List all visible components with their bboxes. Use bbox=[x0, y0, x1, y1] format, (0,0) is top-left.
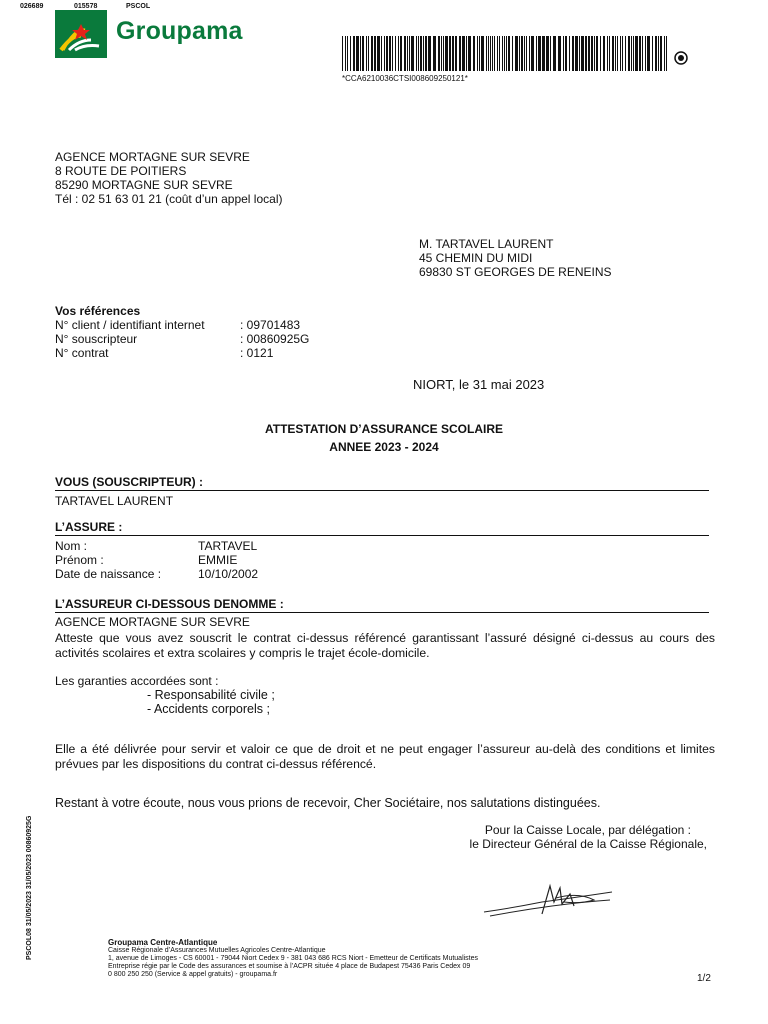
barcode-bar bbox=[504, 36, 505, 71]
barcode-bar bbox=[581, 36, 584, 71]
guarantees-list bbox=[147, 688, 275, 716]
groupama-logo-icon bbox=[55, 10, 107, 58]
barcode-bar bbox=[550, 36, 551, 71]
barcode-bar bbox=[508, 36, 510, 71]
barcode-bar bbox=[628, 36, 630, 71]
barcode-bar bbox=[374, 36, 376, 71]
barcode-bar bbox=[418, 36, 419, 71]
barcode-bar bbox=[600, 36, 601, 71]
barcode-bar bbox=[371, 36, 373, 71]
barcode-bar bbox=[615, 36, 616, 71]
barcode-bar bbox=[452, 36, 454, 71]
barcode-bar bbox=[521, 36, 523, 71]
footer-line-1: Caisse Régionale d’Assurances Mutuelles Agricoles Centre-Atlantique bbox=[108, 947, 326, 954]
barcode-bar bbox=[620, 36, 621, 71]
barcode-bar bbox=[389, 36, 391, 71]
insured-value-firstname: EMMIE bbox=[198, 553, 238, 567]
footer-company: Groupama Centre-Atlantique bbox=[108, 938, 218, 947]
barcode-bar bbox=[575, 36, 578, 71]
footer bbox=[108, 939, 478, 979]
ref-label-client: N° client / identifiant internet bbox=[55, 318, 205, 332]
barcode-bar bbox=[529, 36, 530, 71]
barcode-bar bbox=[420, 36, 422, 71]
page-number: 1/2 bbox=[697, 973, 711, 984]
header-code-3: PSCOL bbox=[126, 3, 151, 10]
document-title: ATTESTATION D’ASSURANCE SCOLAIRE bbox=[264, 422, 503, 436]
insured-label-birthdate: Date de naissance : bbox=[55, 567, 162, 581]
barcode-bar bbox=[428, 36, 431, 71]
barcode-bar bbox=[658, 36, 659, 71]
side-reference-text: PSCOL08 31/05/2023 31/05/2023 00860925G bbox=[26, 815, 33, 960]
header-code-2: 015578 bbox=[74, 3, 98, 10]
barcode-bar bbox=[350, 36, 351, 71]
barcode-bar bbox=[386, 36, 388, 71]
barcode-bar bbox=[477, 36, 478, 71]
barcode-bar bbox=[499, 36, 500, 71]
insured-value-birthdate: 10/10/2002 bbox=[198, 567, 259, 581]
document-year: ANNEE 2023 - 2024 bbox=[329, 440, 439, 454]
barcode-bar bbox=[512, 36, 513, 71]
barcode-bar bbox=[398, 36, 399, 71]
barcode-bar bbox=[558, 36, 561, 71]
barcode-text: *CCA6210036CTSI008609250121* bbox=[342, 74, 468, 83]
barcode-bar bbox=[411, 36, 414, 71]
guarantee-item: - Responsabilité civile ; bbox=[147, 688, 275, 702]
barcode-bar bbox=[531, 36, 534, 71]
target-icon bbox=[674, 51, 688, 65]
subscriber-name: TARTAVEL LAURENT bbox=[55, 494, 174, 508]
barcode-bar bbox=[441, 36, 442, 71]
barcode-bar bbox=[519, 36, 520, 71]
barcode-bar bbox=[635, 36, 638, 71]
barcode-bar bbox=[438, 36, 440, 71]
barcode-bar bbox=[655, 36, 657, 71]
ref-value-contract: : 0121 bbox=[240, 346, 274, 360]
insured-label-firstname: Prénom : bbox=[55, 553, 104, 567]
barcode-bar bbox=[362, 36, 364, 71]
ref-value-subscriber: : 00860925G bbox=[240, 332, 310, 346]
signature-icon bbox=[482, 880, 617, 920]
barcode-bar bbox=[400, 36, 402, 71]
footer-line-2: 1, avenue de Limoges - CS 60001 - 79044 Niort Cedex 9 - 381 043 686 RCS Niort - Emetteur de Certificats Mutualistes bbox=[108, 955, 479, 962]
barcode-bar bbox=[666, 36, 667, 71]
barcode-bar bbox=[492, 36, 493, 71]
barcode-bar bbox=[347, 36, 348, 71]
barcode-bar bbox=[603, 36, 605, 71]
barcode-bar bbox=[647, 36, 650, 71]
barcode-bar bbox=[473, 36, 475, 71]
barcode-bar bbox=[631, 36, 632, 71]
barcode-bar bbox=[392, 36, 393, 71]
barcode-bar bbox=[443, 36, 444, 71]
barcode-bar bbox=[588, 36, 590, 71]
insurer-heading: L’ASSUREUR CI-DESSOUS DENOMME : bbox=[55, 597, 709, 613]
barcode-bar bbox=[538, 36, 541, 71]
barcode-bar bbox=[488, 36, 489, 71]
insurer-name: AGENCE MORTAGNE SUR SEVRE bbox=[55, 615, 250, 629]
barcode-bar bbox=[633, 36, 634, 71]
place-date: NIORT, le 31 mai 2023 bbox=[413, 377, 545, 392]
barcode-bar bbox=[546, 36, 549, 71]
barcode-bar bbox=[407, 36, 408, 71]
barcode-bar bbox=[660, 36, 662, 71]
closing-text: Restant à votre écoute, nous vous prions de recevoir, Cher Sociétaire, nos salutations distinguées. bbox=[55, 796, 601, 810]
agency-city: 85290 MORTAGNE SUR SEVRE bbox=[55, 178, 233, 192]
guarantees-intro: Les garanties accordées sont : bbox=[55, 674, 219, 688]
barcode-bar bbox=[404, 36, 406, 71]
barcode-bar bbox=[591, 36, 593, 71]
barcode-bar bbox=[466, 36, 467, 71]
recipient-street: 45 CHEMIN DU MIDI bbox=[419, 251, 533, 265]
barcode-bar bbox=[462, 36, 465, 71]
barcode-bar bbox=[572, 36, 574, 71]
validity-paragraph: Elle a été délivrée pour servir et valoir ce que de droit et ne peut engager l’assureur au-delà des conditions et limites prévues par les dispositions du contrat ci-dessus référencé. bbox=[55, 742, 715, 771]
barcode bbox=[342, 36, 667, 71]
barcode-bar bbox=[569, 36, 570, 71]
references-title: Vos références bbox=[55, 304, 141, 318]
barcode-bar bbox=[342, 36, 343, 71]
recipient-address bbox=[419, 237, 612, 279]
barcode-bar bbox=[515, 36, 518, 71]
barcode-bar bbox=[479, 36, 480, 71]
signoff-line-1: Pour la Caisse Locale, par délégation : bbox=[484, 823, 691, 837]
barcode-bar bbox=[563, 36, 564, 71]
barcode-bar bbox=[612, 36, 614, 71]
barcode-bar bbox=[459, 36, 461, 71]
barcode-bar bbox=[565, 36, 567, 71]
guarantee-item: - Accidents corporels ; bbox=[147, 702, 270, 716]
barcode-bar bbox=[353, 36, 355, 71]
barcode-bar bbox=[506, 36, 507, 71]
subscriber-heading: VOUS (SOUSCRIPTEUR) : bbox=[55, 475, 709, 491]
barcode-bar bbox=[585, 36, 587, 71]
barcode-bar bbox=[360, 36, 361, 71]
insured-label-lastname: Nom : bbox=[55, 539, 88, 553]
barcode-bar bbox=[356, 36, 359, 71]
ref-label-subscriber: N° souscripteur bbox=[55, 332, 138, 346]
insured-labels bbox=[55, 539, 161, 581]
barcode-bar bbox=[607, 36, 608, 71]
barcode-bar bbox=[381, 36, 382, 71]
references-values bbox=[240, 318, 309, 360]
agency-phone: Tél : 02 51 63 01 21 (coût d’un appel local) bbox=[55, 192, 283, 206]
footer-line-3: Entreprise régie par le Code des assurances et soumise à l’ACPR située 4 place de Budapest 75436 Paris Cedex 09 bbox=[108, 963, 471, 970]
barcode-bar bbox=[494, 36, 495, 71]
references-labels bbox=[55, 318, 205, 360]
signoff-line-2: le Directeur Général de la Caisse Régionale, bbox=[469, 837, 707, 851]
ref-label-contract: N° contrat bbox=[55, 346, 109, 360]
barcode-bar bbox=[416, 36, 417, 71]
barcode-bar bbox=[433, 36, 436, 71]
barcode-bar bbox=[345, 36, 346, 71]
signoff bbox=[380, 823, 707, 851]
barcode-bar bbox=[497, 36, 498, 71]
ref-value-client: : 09701483 bbox=[240, 318, 301, 332]
barcode-bar bbox=[609, 36, 610, 71]
barcode-bar bbox=[524, 36, 525, 71]
header-code-1: 026689 bbox=[20, 3, 44, 10]
footer-line-4: 0 800 250 250 (Service & appel gratuits) - groupama.fr bbox=[108, 971, 278, 978]
barcode-bar bbox=[455, 36, 457, 71]
agency-name: AGENCE MORTAGNE SUR SEVRE bbox=[55, 150, 250, 164]
barcode-bar bbox=[486, 36, 487, 71]
barcode-bar bbox=[368, 36, 369, 71]
barcode-bar bbox=[526, 36, 527, 71]
barcode-bar bbox=[596, 36, 598, 71]
barcode-bar bbox=[395, 36, 396, 71]
barcode-bar bbox=[425, 36, 427, 71]
barcode-bar bbox=[481, 36, 484, 71]
insured-values bbox=[198, 539, 258, 581]
barcode-bar bbox=[639, 36, 641, 71]
barcode-bar bbox=[652, 36, 653, 71]
barcode-bar bbox=[645, 36, 646, 71]
barcode-bar bbox=[490, 36, 491, 71]
barcode-bar bbox=[553, 36, 556, 71]
barcode-bar bbox=[536, 36, 537, 71]
barcode-bar bbox=[642, 36, 643, 71]
insured-value-lastname: TARTAVEL bbox=[198, 539, 258, 553]
barcode-bar bbox=[384, 36, 385, 71]
barcode-bar bbox=[622, 36, 623, 71]
barcode-bar bbox=[409, 36, 410, 71]
barcode-bar bbox=[617, 36, 618, 71]
brand-name: Groupama bbox=[116, 17, 243, 45]
barcode-bar bbox=[445, 36, 448, 71]
barcode-bar bbox=[664, 36, 665, 71]
barcode-bar bbox=[423, 36, 424, 71]
recipient-city: 69830 ST GEORGES DE RENEINS bbox=[419, 265, 612, 279]
barcode-bar bbox=[449, 36, 451, 71]
attestation-paragraph: Atteste que vous avez souscrit le contrat ci-dessus référencé garantissant l’assuré désigné ci-dessus au cours des activités scolaires et extra scolaires y compris le trajet école-domicile. bbox=[55, 631, 715, 660]
barcode-bar bbox=[579, 36, 580, 71]
barcode-bar bbox=[468, 36, 471, 71]
barcode-bar bbox=[542, 36, 545, 71]
barcode-bar bbox=[625, 36, 626, 71]
barcode-bar bbox=[366, 36, 367, 71]
agency-address bbox=[55, 150, 282, 206]
barcode-bar bbox=[594, 36, 595, 71]
barcode-bar bbox=[502, 36, 503, 71]
recipient-name: M. TARTAVEL LAURENT bbox=[419, 237, 554, 251]
insured-heading: L’ASSURE : bbox=[55, 520, 709, 536]
barcode-bar bbox=[377, 36, 380, 71]
agency-street: 8 ROUTE DE POITIERS bbox=[55, 164, 187, 178]
